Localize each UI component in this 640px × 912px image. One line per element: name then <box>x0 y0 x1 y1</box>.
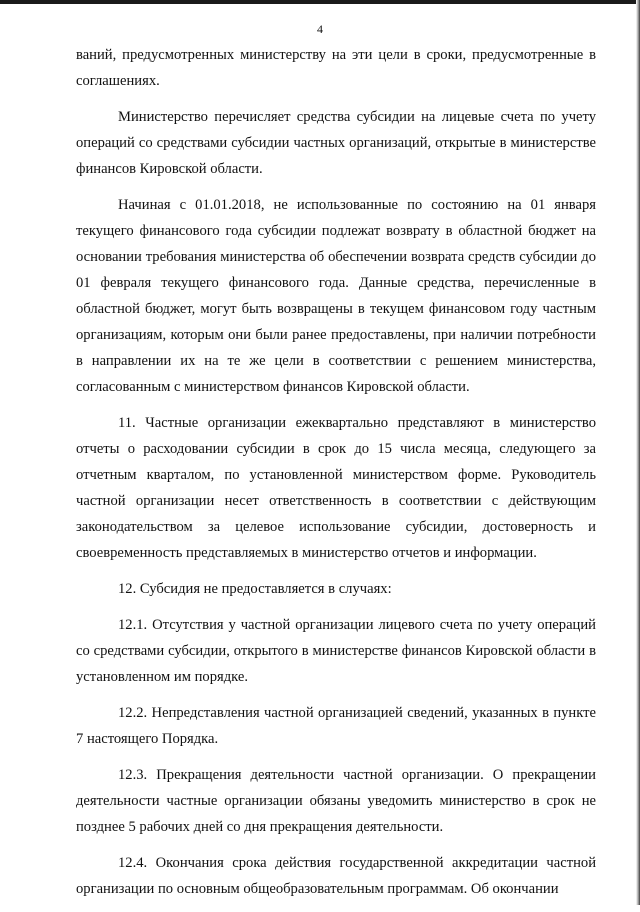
paragraph-transfer-to-accounts: Министерство перечисляет средства субсидии на лицевые счета по учету операций со средствами субсидии частных организаций, открытые в министерстве финансов Кировской области. <box>76 109 596 177</box>
page-number: 4 <box>317 22 323 36</box>
paragraph-continuation: ваний, предусмотренных министерству на эти цели в сроки, предусмотренные в соглашениях. <box>76 47 596 89</box>
paragraph-11-reports: 11. Частные организации ежеквартально представляют в министерство отчеты о расходовании субсидии в срок до 15 числа месяца, следующего за отчетным кварталом, по установленной министерством форме. Руководитель частной организации несет ответственность в соответствии с действующим законодательством за целевое использование субсидии, достоверность и своевременность представляемых в министерство отчетов и информации. <box>76 415 596 561</box>
paragraph-12-not-granted: 12. Субсидия не предоставляется в случаях: <box>118 581 392 597</box>
scan-edge-top <box>0 0 640 4</box>
paragraph-12-1: 12.1. Отсутствия у частной организации лицевого счета по учету операций со средствами субсидии, открытого в министерстве финансов Кировской области в установленном им порядке. <box>76 617 596 685</box>
document-body <box>76 42 596 912</box>
paragraph-12-2: 12.2. Непредставления частной организацией сведений, указанных в пункте 7 настоящего Порядка. <box>76 705 596 747</box>
paragraph-12-4: 12.4. Окончания срока действия государственной аккредитации частной организации по основным общеобразовательным программам. Об окончании <box>76 855 596 897</box>
paragraph-12-3: 12.3. Прекращения деятельности частной организации. О прекращении деятельности частные организации обязаны уведомить министерство в срок не позднее 5 рабочих дней со дня прекращения деятельности. <box>76 767 596 835</box>
scan-edge-right <box>636 0 640 905</box>
paragraph-return-of-subsidy: Начиная с 01.01.2018, не использованные по состоянию на 01 января текущего финансового года субсидии подлежат возврату в областной бюджет на основании требования министерства об обеспечении возврата средств субсидии до 01 февраля текущего финансового года. Данные средства, перечисленные в областной бюджет, могут быть возвращены в текущем финансовом году частным организациям, которым они были ранее предоставлены, при наличии потребности в направлении их на те же цели в соответствии с решением министерства, согласованным с министерством финансов Кировской области. <box>76 197 596 395</box>
